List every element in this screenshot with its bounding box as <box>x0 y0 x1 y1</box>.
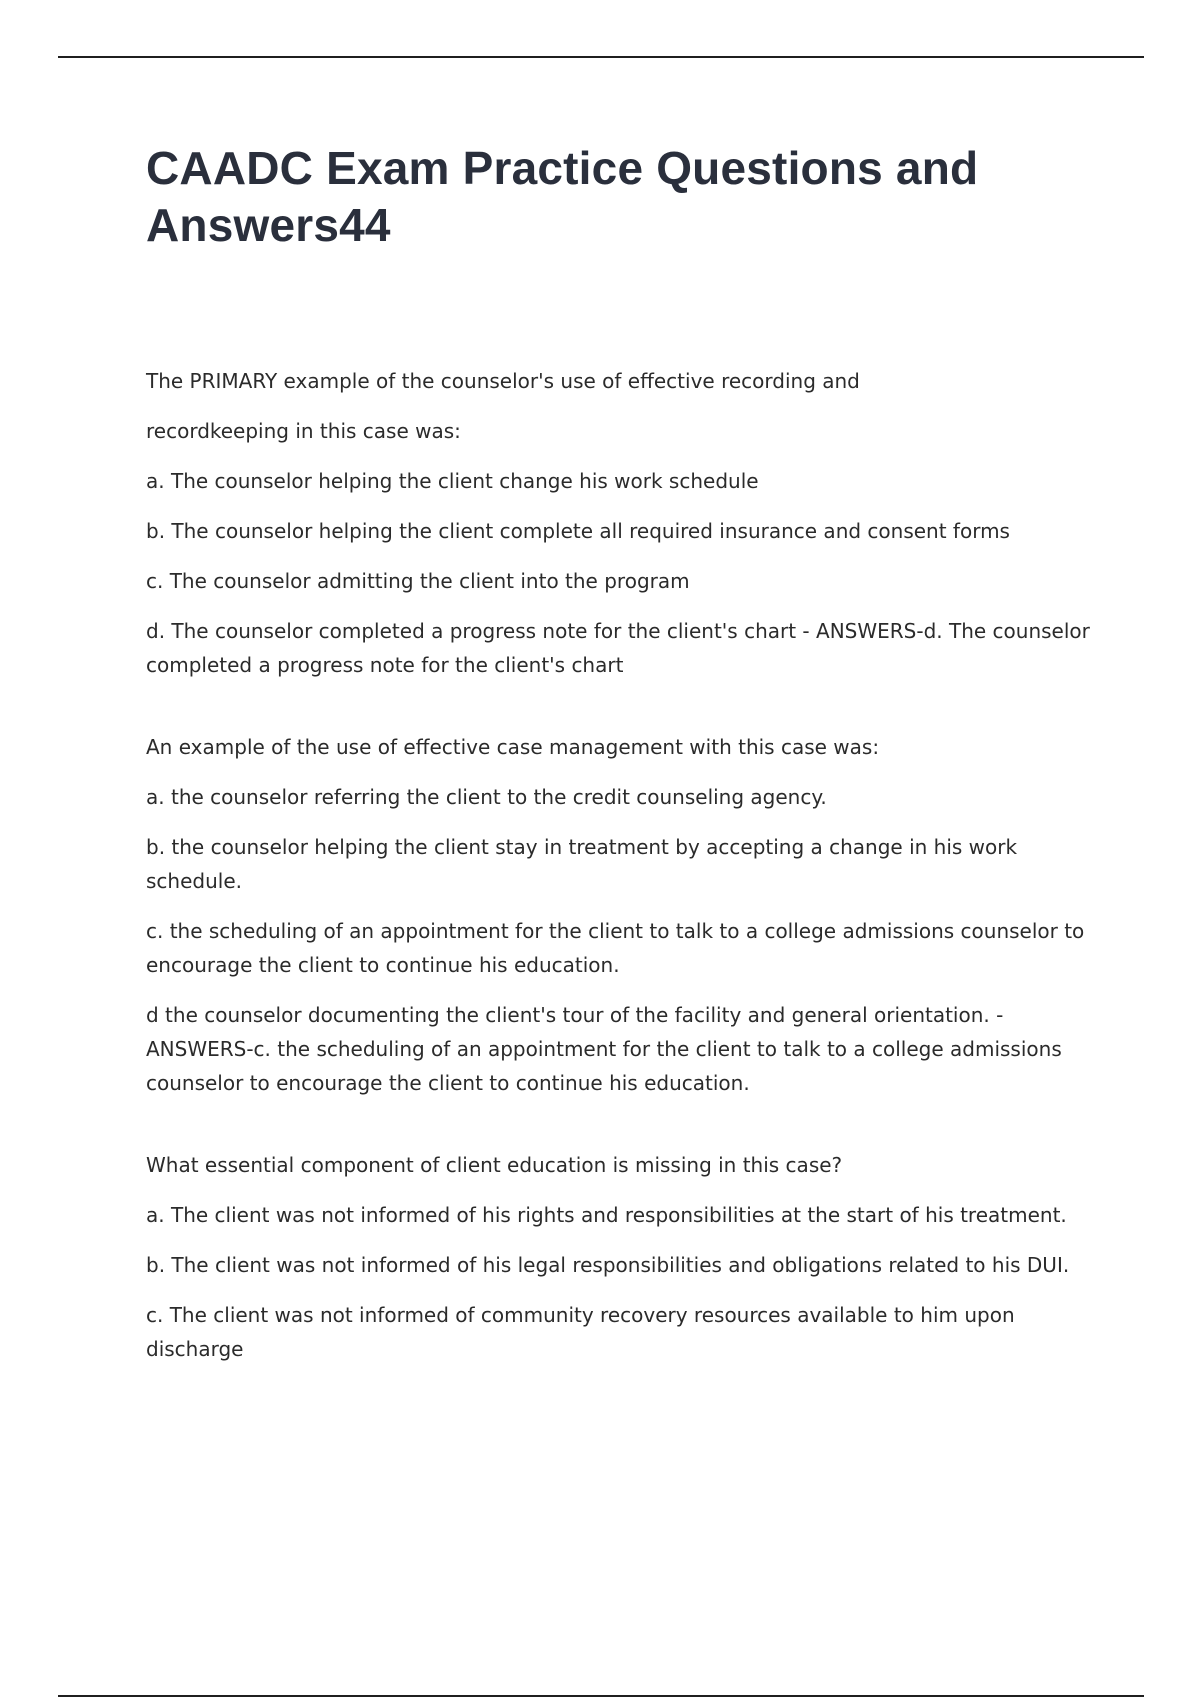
answer-option-a: a. The client was not informed of his rights and responsibilities at the start of his treatment. <box>146 1203 1067 1227</box>
answer-option-a: a. The counselor helping the client change his work schedule <box>146 469 759 493</box>
question-stem-line: The PRIMARY example of the counselor's use of effective recording and <box>146 369 860 393</box>
answer-option-c: c. The counselor admitting the client into the program <box>146 569 690 593</box>
answer-option-d-with-answer: d the counselor documenting the client's tour of the facility and general orientation. - ANSWERS-c. the scheduling of an appointment for the client to talk to a college admissions counselor to encourage the client to continue his education. <box>146 1003 1062 1095</box>
question-block-2 <box>146 730 1106 1100</box>
answer-option-d-with-answer: d. The counselor completed a progress note for the client's chart - ANSWERS-d. The counselor completed a progress note for the client's chart <box>146 619 1090 677</box>
question-stem-line: What essential component of client education is missing in this case? <box>146 1153 843 1177</box>
document-body <box>146 140 1106 1414</box>
header-rule <box>58 56 1144 58</box>
footer-rule <box>58 1695 1144 1697</box>
question-block-3 <box>146 1148 1106 1366</box>
answer-option-b: b. the counselor helping the client stay in treatment by accepting a change in his work schedule. <box>146 835 1018 893</box>
answer-option-b: b. The counselor helping the client complete all required insurance and consent forms <box>146 519 1010 543</box>
answer-option-c: c. The client was not informed of community recovery resources available to him upon discharge <box>146 1303 1015 1361</box>
question-stem-line: recordkeeping in this case was: <box>146 419 461 443</box>
question-block-1 <box>146 364 1106 682</box>
document-title: CAADC Exam Practice Questions and Answers44 <box>146 142 979 251</box>
answer-option-b: b. The client was not informed of his legal responsibilities and obligations related to his DUI. <box>146 1253 1070 1277</box>
answer-option-a: a. the counselor referring the client to the credit counseling agency. <box>146 785 827 809</box>
question-list <box>146 364 1106 1366</box>
answer-option-c: c. the scheduling of an appointment for the client to talk to a college admissions counselor to encourage the client to continue his education. <box>146 919 1085 977</box>
question-stem-line: An example of the use of effective case management with this case was: <box>146 735 880 759</box>
